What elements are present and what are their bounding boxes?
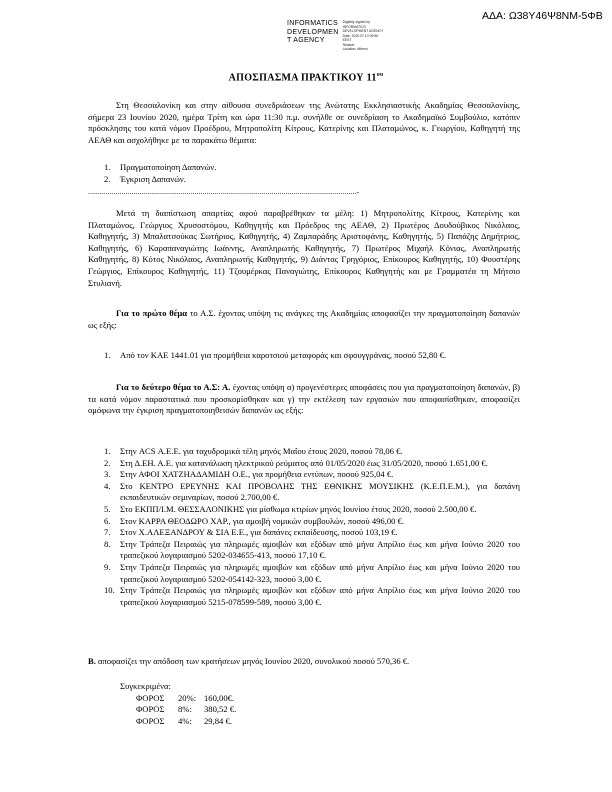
item-number: 3.: [104, 469, 111, 480]
list-item: [104, 446, 520, 458]
breakdown-label: Συγκεκριμένα:: [120, 681, 171, 691]
list-item: [104, 504, 520, 516]
title-suffix: ου: [376, 72, 384, 78]
item-text: Έγκριση Δαπανών.: [120, 173, 186, 184]
digital-signature-stamp: [287, 20, 383, 52]
topic-two-heading: Για το δεύτερο θέμα: [116, 382, 191, 392]
list-item: [104, 458, 520, 470]
list-item: [104, 527, 520, 539]
topic-two-text: έχοντας υπόψη α) προγενέστερες αποφάσεις που για πραγματοποίηση δαπανών, β) τα κατά νόμον παραστατικά που προσκομίσθηκαν και γ) την εκτέλεση των εργασιών που αποφασίσθηκαν, αποφασίζει ομόφωνα την έγκριση πραγματοποιηθεισών δαπανών ως εξής:: [88, 382, 520, 416]
list-item: [104, 585, 520, 608]
item-text: Από τον ΚΑΕ 1441.01 για προμήθεια καροτσιού μεταφοράς και σφουγγράνας, ποσού 52,80 €.: [120, 350, 447, 360]
tax-rate: 20%:: [178, 692, 197, 703]
part-b-breakdown: [120, 681, 420, 727]
intro-paragraph: Στη Θεσσαλονίκη και στην αίθουσα συνεδριάσεων της Ανώτατης Εκκλησιαστικής Ακαδημίας Θεσσαλονίκης, σήμερα 23 Ιουνίου 2020, ημέρα Τρίτη και ώρα 11:30 π.μ. συνήλθε σε συνεδρίαση το Ακαδημαϊκό Συμβούλιο, κατόπιν πρόσκλησης του κατά νόμον Προέδρου, Μητροπολίτη Κίτρους, Κατερίνης και Πλαταμώνος, κ. Γεωργίου, Καθηγητή της ΑΕΑΘ και ασχολήθηκε με τα παρακάτω θέματα:: [88, 100, 520, 145]
dotted-separator: ........................................................................................................................................-: [88, 187, 360, 196]
logo-line: T AGENCY: [287, 37, 325, 45]
topic-one-heading: Για το πρώτο θέμα: [116, 308, 188, 318]
title-text: ΑΠΟΣΠΑΣΜΑ ΠΡΑΚΤΙΚΟΥ 11: [228, 72, 377, 84]
list-item: [104, 469, 520, 481]
tax-row: [136, 704, 420, 716]
item-text: Στον ΚΑΡΡΑ ΘΕΟΔΩΡΟ ΧΑΡ., για αμοιβή νομικών συμβουλών, ποσού 496,00 €.: [120, 515, 405, 526]
list-item: [104, 539, 520, 562]
list-item: [104, 162, 520, 174]
expenses-list: [104, 446, 520, 608]
item-text: Στο ΚΕΝΤΡΟ ΕΡΕΥΝΗΣ ΚΑΙ ΠΡΟΒΟΛΗΣ ΤΗΣ ΕΘΝΙΚΗΣ ΜΟΥΣΙΚΗΣ (Κ.Ε.Π.Ε.Μ.), για δαπάνη εκπαιδευτικών σεμιναρίων, ποσού 2.700,00 €.: [120, 480, 520, 503]
tax-rate: 8%:: [178, 704, 192, 715]
item-text: Στον Χ.ΑΛΕΞΑΝΔΡΟΥ & ΣΙΑ Ε.Ε., για δαπάνες εκπαίδευσης, ποσού 103,19 €.: [120, 527, 398, 538]
item-number: 6.: [104, 515, 111, 526]
item-number: 8.: [104, 538, 111, 549]
item-number: 1.: [104, 446, 111, 456]
list-item: [104, 350, 504, 362]
list-item: [104, 481, 520, 504]
document-title: [0, 72, 612, 83]
tax-name: ΦΟΡΟΣ: [136, 704, 165, 715]
topic-one-list: [104, 350, 504, 362]
item-text: Στη Δ.ΕΗ. Α.Ε. για κατανάλωση ηλεκτρικού ρεύματος από 01/05/2020 έως 31/05/2020, ποσού 1.651,00 €.: [120, 457, 488, 468]
tax-row: [136, 693, 420, 705]
tax-row: [136, 716, 420, 728]
list-item: [104, 562, 520, 585]
signature-details: Digitally signed by INFORMATICS DEVELOPMENT AGENCY Date: 2020.07.13 09:56 EEST Reason: Location: Athens: [342, 20, 384, 51]
tax-list: [120, 693, 420, 728]
informatics-agency-logo: [287, 20, 339, 52]
topic-two-part-a: το Α.Σ: Α.: [190, 382, 231, 392]
item-number: 9.: [104, 561, 111, 572]
part-b-text: αποφασίζει την απόδοση των κρατήσεων μηνός Ιουνίου 2020, συνολικού ποσού 570,36 €.: [95, 656, 410, 666]
topic-two-paragraph: [88, 382, 520, 417]
topic-one-text: το Α.Σ. έχοντας υπόψη τις ανάγκες της Ακαδημίας αποφασίζει την πραγματοποίηση δαπανών ως εξής:: [88, 308, 521, 330]
item-text: Στην ΑΦΟΙ ΧΑΤΖΗΑΔΑΜΙΔΗ Ο.Ε., για προμήθεια εντύπων, ποσού 925,04 €.: [120, 469, 394, 480]
topic-one-paragraph: [88, 308, 520, 331]
tax-name: ΦΟΡΟΣ: [136, 715, 165, 726]
item-text: Πραγματοποίηση Δαπανών.: [120, 162, 217, 172]
item-text: Στην ACS Α.Ε.Ε. για ταχυδρομικά τέλη μηνός Μαΐου έτους 2020, ποσού 78,06 €.: [120, 446, 403, 456]
item-number: 5.: [104, 503, 111, 514]
tax-amount: 29,84 €.: [204, 715, 232, 726]
tax-amount: 160,00€.: [204, 692, 235, 703]
ada-code: ΑΔΑ: Ω38Υ46Ψ8ΝΜ-5ΦΒ: [482, 10, 603, 22]
quorum-paragraph: Μετά τη διαπίστωση απαρτίας αφού παραβρέθηκαν τα μέλη: 1) Μητροπολίτης Κίτρους, Κατερίνης και Πλαταμώνος, Γεώργιος Χρυσοστόμου, Καθηγητής και Πρόεδρος της ΑΕΑΘ, 2) Πρωτέρος Δουδούβικος Νικόλαος, Καθηγητής, 3) Μπαλατσούκας Σωτήριος, Καθηγητής, 4) Ζαμπαράδης Αριστοφάνης, Καθηγητής, 5) Παπάζης Δημήτριος, Καθηγητής, 6) Καραπαναγιώτης Ιωάννης, Αναπληρωτής Καθηγητής, 7) Πρωτέρος Μιχαήλ Κόνιας, Αναπληρωτής Καθηγητής, 8) Κότος Νικόλαος, Αναπληρωτής Καθηγητής, 9) Διάντας Γρηγόριος, Επίκουρος Καθηγητής, 10) Φουστέρης Γεώργιος, Επίκουρος Καθηγητής, 11) Τζουμέρκας Παναγιώτης, Επίκουρος Καθηγητής και με Γραμματέα τη Μήτσιο Στυλιανή.: [88, 208, 520, 288]
item-text: Στην Τράπεζα Πειραιώς για πληρωμές αμοιβών και εξόδων από μήνα Απρίλιο έως και μήνα Ιούνιο 2020 του τραπεζικού λογαριασμού 5202-034655-413, ποσού 17,10 €.: [120, 538, 520, 561]
item-number: 2.: [104, 457, 111, 468]
item-text: Στην Τράπεζα Πειραιώς για πληρωμές αμοιβών και εξόδων από μήνα Απρίλιο έως και μήνα Ιούνιο 2020 του τραπεζικού λογαριασμού 5202-054142-323, ποσού 3,00 €.: [120, 561, 520, 584]
part-b-label: Β.: [88, 656, 96, 666]
item-number: 1.: [104, 162, 111, 172]
list-item: [104, 516, 520, 528]
item-number: 2.: [104, 173, 111, 184]
tax-rate: 4%:: [178, 715, 192, 726]
logo-line: DEVELOPMEN: [287, 28, 339, 36]
logo-line: INFORMATICS: [287, 20, 339, 27]
item-text: Στην Τράπεζα Πειραιώς για πληρωμές αμοιβών και εξόδων από μήνα Απρίλιο έως και μήνα Ιούνιο 2020 του τραπεζικού λογαριασμού 5215-078599-589, ποσού 3,00 €.: [120, 585, 520, 607]
item-number: 1.: [104, 350, 111, 360]
item-text: Στο ΕΚΠΠ/Ι.Μ. ΘΕΣΣΑΛΟΝΙΚΗΣ για μίσθωμα κτιρίων μηνός Ιουνίου έτους 2020, ποσού 2.500,00 €.: [120, 503, 477, 514]
agenda-list: [104, 162, 520, 185]
list-item: [104, 174, 520, 186]
tax-amount: 380,52 €.: [204, 704, 237, 715]
part-b-paragraph: [88, 656, 520, 668]
item-number: 10.: [104, 585, 115, 596]
item-number: 7.: [104, 527, 111, 538]
tax-name: ΦΟΡΟΣ: [136, 692, 165, 703]
item-number: 4.: [104, 480, 111, 491]
